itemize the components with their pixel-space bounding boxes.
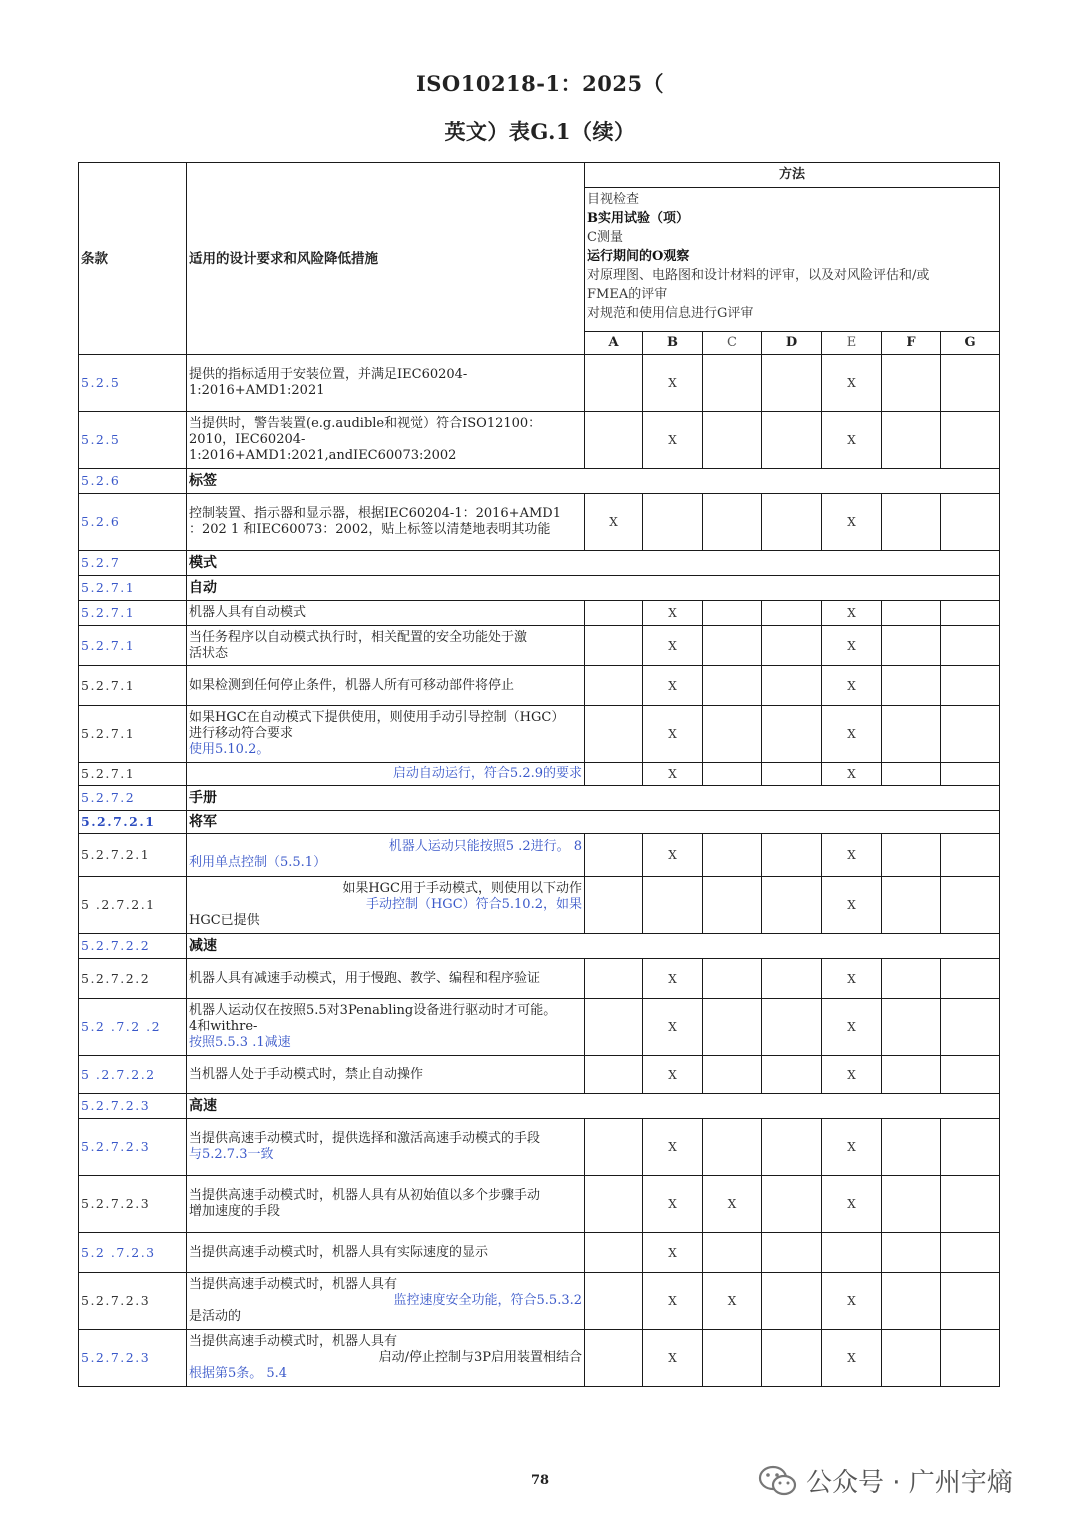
- method-cell-d: [762, 877, 822, 934]
- column-header-e: E: [822, 332, 882, 355]
- method-cell-d: [762, 763, 822, 786]
- clause-number: 5.2.7.2.3: [79, 1330, 187, 1387]
- method-cell-a: [585, 666, 643, 706]
- method-cell-d: [762, 601, 822, 626]
- method-cell-a: [585, 355, 643, 412]
- section-row: [79, 469, 1000, 494]
- table-row: [79, 494, 1000, 551]
- method-cell-d: [762, 1056, 822, 1094]
- method-cell-f: [882, 999, 941, 1056]
- method-cell-a: [585, 412, 643, 469]
- method-cell-c: [703, 1330, 762, 1387]
- clause-number: 5.2.7.2.1: [79, 811, 187, 834]
- method-cell-f: [882, 601, 941, 626]
- method-cell-g: [941, 626, 1000, 666]
- table-row: [79, 1273, 1000, 1330]
- method-cell-c: X: [703, 1273, 762, 1330]
- method-cell-b: X: [643, 355, 703, 412]
- method-cell-d: [762, 1330, 822, 1387]
- method-cell-e: X: [822, 666, 882, 706]
- method-cell-b: X: [643, 666, 703, 706]
- method-cell-c: [703, 494, 762, 551]
- method-cell-e: X: [822, 601, 882, 626]
- method-cell-a: [585, 626, 643, 666]
- method-cell-a: [585, 1330, 643, 1387]
- method-cell-e: X: [822, 959, 882, 999]
- header-requirement: 适用的设计要求和风险降低措施: [187, 163, 585, 355]
- requirement-text: 机器人运动只能按照5 .2进行。 8 利用单点控制（5.5.1）: [187, 834, 585, 877]
- clause-number: 5.2.7.1: [79, 763, 187, 786]
- method-cell-f: [882, 706, 941, 763]
- requirement-text: 当提供高速手动模式时，机器人具有 启动/停止控制与3P启用装置相结合 根据第5条。 5.4: [187, 1330, 585, 1387]
- method-cell-e: X: [822, 626, 882, 666]
- method-cell-c: [703, 1119, 762, 1176]
- method-cell-b: X: [643, 1176, 703, 1233]
- clause-number: 5 .2.7.2.2: [79, 1056, 187, 1094]
- method-cell-g: [941, 1330, 1000, 1387]
- table-row: [79, 1176, 1000, 1233]
- method-cell-g: [941, 877, 1000, 934]
- method-cell-e: X: [822, 706, 882, 763]
- method-cell-g: [941, 999, 1000, 1056]
- section-row: [79, 1094, 1000, 1119]
- method-cell-g: [941, 666, 1000, 706]
- clause-number: 5.2.7.2.1: [79, 834, 187, 877]
- method-cell-c: [703, 834, 762, 877]
- method-cell-f: [882, 355, 941, 412]
- methods-legend: [585, 188, 1000, 332]
- method-cell-b: X: [643, 959, 703, 999]
- column-header-g: G: [941, 332, 1000, 355]
- method-cell-d: [762, 959, 822, 999]
- section-title: 自动: [187, 576, 1000, 601]
- table-row: [79, 1330, 1000, 1387]
- method-cell-g: [941, 1233, 1000, 1273]
- method-cell-f: [882, 959, 941, 999]
- requirement-text: 机器人具有减速手动模式，用于慢跑、教学、编程和程序验证: [187, 959, 585, 999]
- requirement-text: 当提供高速手动模式时，机器人具有从初始值以多个步骤手动 增加速度的手段: [187, 1176, 585, 1233]
- method-cell-e: X: [822, 763, 882, 786]
- page-number: 78: [530, 1473, 550, 1488]
- clause-number: 5.2.5: [79, 412, 187, 469]
- method-cell-b: [643, 877, 703, 934]
- method-cell-c: [703, 959, 762, 999]
- wechat-icon: [758, 1464, 798, 1498]
- method-cell-a: [585, 1176, 643, 1233]
- header-method: 方法: [585, 163, 1000, 188]
- column-header-b: B: [643, 332, 703, 355]
- method-cell-b: X: [643, 999, 703, 1056]
- method-cell-e: [822, 1233, 882, 1273]
- method-cell-b: X: [643, 1273, 703, 1330]
- method-cell-g: [941, 959, 1000, 999]
- clause-number: 5.2.7.2.3: [79, 1094, 187, 1119]
- method-cell-g: [941, 355, 1000, 412]
- method-cell-f: [882, 626, 941, 666]
- method-cell-d: [762, 1176, 822, 1233]
- method-cell-g: [941, 1176, 1000, 1233]
- clause-number: 5.2.7.2.3: [79, 1273, 187, 1330]
- document-title-line-1: ISO10218-1：2025（: [415, 71, 665, 96]
- method-cell-e: X: [822, 1330, 882, 1387]
- method-cell-c: X: [703, 1176, 762, 1233]
- table-row: [79, 412, 1000, 469]
- method-cell-e: X: [822, 355, 882, 412]
- method-cell-f: [882, 1056, 941, 1094]
- section-row: [79, 551, 1000, 576]
- clause-number: 5.2.7.1: [79, 706, 187, 763]
- section-title: 将军: [187, 811, 1000, 834]
- method-legend-item: C测量: [587, 230, 623, 245]
- method-cell-c: [703, 601, 762, 626]
- section-title: 手册: [187, 786, 1000, 811]
- table-row: [79, 877, 1000, 934]
- clause-number: 5.2.7.1: [79, 601, 187, 626]
- method-cell-f: [882, 1273, 941, 1330]
- clause-number: 5.2.7: [79, 551, 187, 576]
- clause-number: 5.2.7.2.2: [79, 959, 187, 999]
- method-cell-b: [643, 494, 703, 551]
- method-cell-b: X: [643, 706, 703, 763]
- section-title: 高速: [187, 1094, 1000, 1119]
- method-cell-a: [585, 1056, 643, 1094]
- method-cell-d: [762, 666, 822, 706]
- header-clause: 条款: [79, 163, 187, 355]
- document-title-line-2: 英文）表G.1（续）: [444, 119, 636, 144]
- method-cell-g: [941, 1273, 1000, 1330]
- section-row: [79, 934, 1000, 959]
- method-cell-f: [882, 763, 941, 786]
- method-cell-b: X: [643, 763, 703, 786]
- requirement-text: 当机器人处于手动模式时，禁止自动操作: [187, 1056, 585, 1094]
- method-cell-f: [882, 1176, 941, 1233]
- requirement-text: 当提供时，警告装置(e.g.audible和视觉）符合ISO12100： 2010，IEC60204- 1:2016+AMD1:2021,andIEC60073:2002: [187, 412, 585, 469]
- method-cell-g: [941, 763, 1000, 786]
- method-cell-a: [585, 999, 643, 1056]
- method-cell-c: [703, 412, 762, 469]
- inspection-table: [78, 162, 1000, 1387]
- clause-number: 5.2.7.1: [79, 576, 187, 601]
- requirement-text: 当提供高速手动模式时，机器人具有 监控速度安全功能，符合5.5.3.2 是活动的: [187, 1273, 585, 1330]
- method-cell-d: [762, 1233, 822, 1273]
- method-cell-b: X: [643, 626, 703, 666]
- method-cell-d: [762, 999, 822, 1056]
- method-cell-d: [762, 626, 822, 666]
- requirement-text: 如果HGC在自动模式下提供使用，则使用手动引导控制（HGC） 进行移动符合要求 使用5.10.2。: [187, 706, 585, 763]
- clause-number: 5.2.5: [79, 355, 187, 412]
- method-cell-g: [941, 834, 1000, 877]
- section-row: [79, 576, 1000, 601]
- method-cell-g: [941, 412, 1000, 469]
- method-cell-g: [941, 601, 1000, 626]
- method-cell-f: [882, 834, 941, 877]
- method-cell-e: X: [822, 494, 882, 551]
- method-cell-b: X: [643, 1056, 703, 1094]
- method-legend-item: B实用试验（项）: [587, 211, 689, 226]
- method-cell-b: X: [643, 1330, 703, 1387]
- method-cell-d: [762, 412, 822, 469]
- table-row: [79, 355, 1000, 412]
- clause-number: 5.2.7.2.3: [79, 1119, 187, 1176]
- method-cell-e: X: [822, 877, 882, 934]
- method-cell-b: X: [643, 1119, 703, 1176]
- requirement-text: 当提供高速手动模式时，机器人具有实际速度的显示: [187, 1233, 585, 1273]
- method-cell-e: X: [822, 1176, 882, 1233]
- method-cell-c: [703, 1056, 762, 1094]
- method-cell-f: [882, 877, 941, 934]
- method-cell-b: X: [643, 834, 703, 877]
- method-cell-e: X: [822, 1056, 882, 1094]
- clause-number: 5.2 .7.2 .2: [79, 999, 187, 1056]
- table-row: [79, 959, 1000, 999]
- method-cell-a: [585, 834, 643, 877]
- clause-number: 5.2.6: [79, 494, 187, 551]
- method-cell-f: [882, 666, 941, 706]
- requirement-text: 如果HGC用于手动模式，则使用以下动作 手动控制（HGC）符合5.10.2，如果 HGC已提供: [187, 877, 585, 934]
- table-row: [79, 626, 1000, 666]
- method-cell-b: X: [643, 1233, 703, 1273]
- method-cell-d: [762, 494, 822, 551]
- method-cell-c: [703, 626, 762, 666]
- method-legend-item: 目视检查: [587, 192, 640, 207]
- method-legend-item: 对原理图、电路图和设计材料的评审，以及对风险评估和/或: [587, 268, 930, 283]
- method-cell-a: [585, 959, 643, 999]
- method-cell-g: [941, 494, 1000, 551]
- method-cell-a: [585, 877, 643, 934]
- clause-number: 5.2.6: [79, 469, 187, 494]
- method-cell-d: [762, 355, 822, 412]
- table-row: [79, 999, 1000, 1056]
- table-row: [79, 706, 1000, 763]
- requirement-text: 机器人具有自动模式: [187, 601, 585, 626]
- requirement-text: 控制装置、指示器和显示器，根据IEC60204-1：2016+AMD1 ：202 1 和IEC60073：2002，贴上标签以清楚地表明其功能: [187, 494, 585, 551]
- method-cell-a: [585, 706, 643, 763]
- method-cell-c: [703, 706, 762, 763]
- clause-number: 5.2.7.2.3: [79, 1176, 187, 1233]
- method-cell-c: [703, 999, 762, 1056]
- clause-number: 5.2.7.1: [79, 626, 187, 666]
- requirement-text: 当任务程序以自动模式执行时，相关配置的安全功能处于激 活状态: [187, 626, 585, 666]
- method-cell-a: [585, 763, 643, 786]
- method-cell-e: X: [822, 834, 882, 877]
- section-title: 模式: [187, 551, 1000, 576]
- requirement-text: 提供的指标适用于安装位置，并满足IEC60204- 1:2016+AMD1:2021: [187, 355, 585, 412]
- method-cell-g: [941, 1119, 1000, 1176]
- method-cell-a: [585, 1273, 643, 1330]
- method-cell-e: X: [822, 1273, 882, 1330]
- table-row: [79, 1233, 1000, 1273]
- table-row: [79, 601, 1000, 626]
- method-cell-c: [703, 763, 762, 786]
- section-title: 减速: [187, 934, 1000, 959]
- method-cell-f: [882, 1119, 941, 1176]
- clause-number: 5.2 .7.2.3: [79, 1233, 187, 1273]
- method-legend-item: 对规范和使用信息进行G评审: [587, 306, 754, 321]
- method-cell-a: [585, 601, 643, 626]
- section-row: [79, 786, 1000, 811]
- method-legend-item: FMEA的评审: [587, 287, 668, 302]
- method-cell-a: [585, 1233, 643, 1273]
- method-cell-a: [585, 1119, 643, 1176]
- method-cell-f: [882, 1233, 941, 1273]
- method-legend-item: 运行期间的O观察: [587, 249, 690, 264]
- column-header-c: C: [703, 332, 762, 355]
- table-row: [79, 666, 1000, 706]
- method-cell-b: X: [643, 601, 703, 626]
- method-cell-e: X: [822, 1119, 882, 1176]
- table-row: [79, 1119, 1000, 1176]
- watermark: [758, 1462, 1013, 1499]
- method-cell-f: [882, 494, 941, 551]
- table-row: [79, 1056, 1000, 1094]
- method-cell-f: [882, 1330, 941, 1387]
- clause-number: 5.2.7.1: [79, 666, 187, 706]
- requirement-text: 如果检测到任何停止条件，机器人所有可移动部件将停止: [187, 666, 585, 706]
- method-cell-e: X: [822, 412, 882, 469]
- watermark-text: 公众号 · 广州宇熵: [806, 1468, 1013, 1498]
- column-header-a: A: [585, 332, 643, 355]
- method-cell-d: [762, 706, 822, 763]
- method-cell-b: X: [643, 412, 703, 469]
- table-row: [79, 834, 1000, 877]
- method-cell-c: [703, 355, 762, 412]
- method-cell-d: [762, 1119, 822, 1176]
- clause-number: 5.2.7.2.2: [79, 934, 187, 959]
- requirement-text: 启动自动运行，符合5.2.9的要求: [187, 763, 585, 786]
- method-cell-a: X: [585, 494, 643, 551]
- column-header-d: D: [762, 332, 822, 355]
- method-cell-d: [762, 1273, 822, 1330]
- column-header-f: F: [882, 332, 941, 355]
- section-title: 标签: [187, 469, 1000, 494]
- method-cell-c: [703, 877, 762, 934]
- method-cell-c: [703, 1233, 762, 1273]
- clause-number: 5.2.7.2: [79, 786, 187, 811]
- method-cell-g: [941, 706, 1000, 763]
- method-cell-f: [882, 412, 941, 469]
- section-row: [79, 811, 1000, 834]
- method-cell-d: [762, 834, 822, 877]
- requirement-text: 当提供高速手动模式时，提供选择和激活高速手动模式的手段 与5.2.7.3一致: [187, 1119, 585, 1176]
- method-cell-c: [703, 666, 762, 706]
- clause-number: 5 .2.7.2.1: [79, 877, 187, 934]
- table-row: [79, 763, 1000, 786]
- method-cell-g: [941, 1056, 1000, 1094]
- method-cell-e: X: [822, 999, 882, 1056]
- requirement-text: 机器人运动仅在按照5.5对3Penabling设备进行驱动时才可能。 4和withre- 按照5.5.3 .1减速: [187, 999, 585, 1056]
